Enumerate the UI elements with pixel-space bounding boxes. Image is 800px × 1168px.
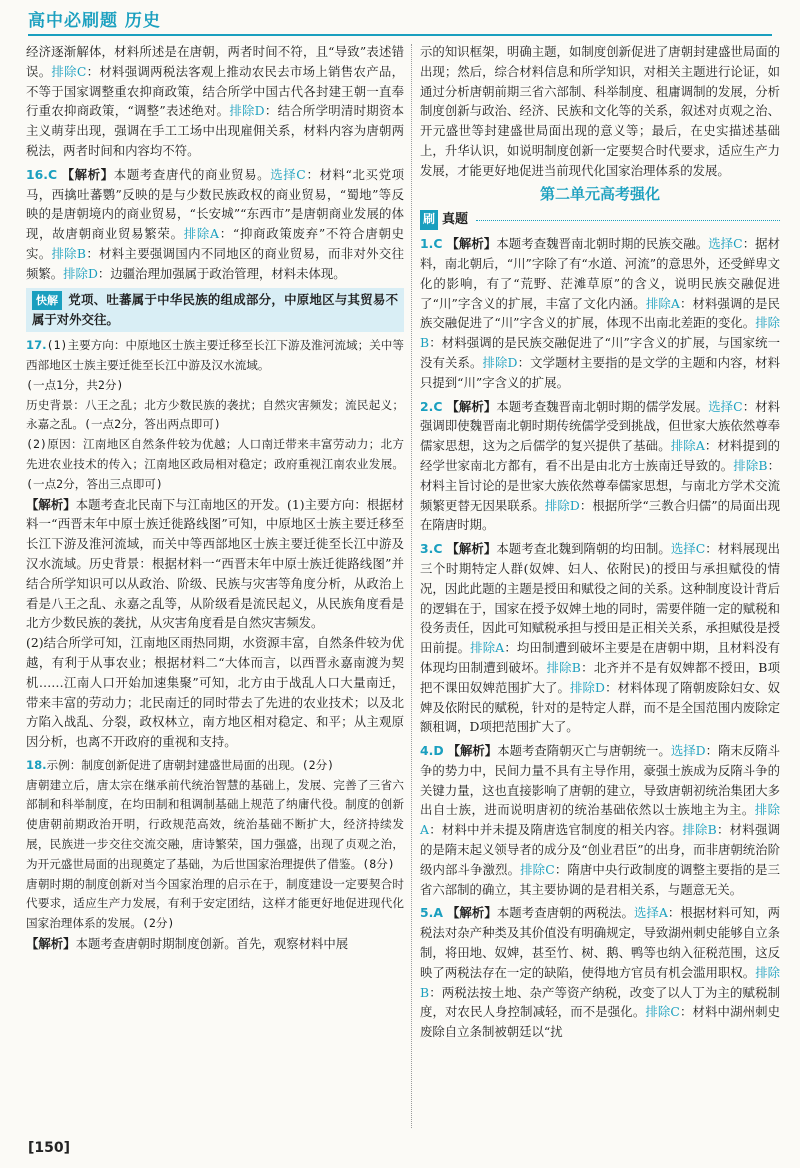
text-run: 本题考查北魏到隋朝的均田制。 — [496, 541, 671, 557]
analysis-text: 本题考查北民南下与江南地区的开发。(1)主要方向：根据材料一“西晋末年中原士族迁徙路线图”可知，中原地区士族主要迁移至长江下游及淮河流域，而关中等西部地区士族主要迁徙至长江中游及汉水流域。历史背景：根据材料一“西晋末年中原士族迁徙路线图”并结合所学知识可以从政治、阶级、民族与灾害等角度分析，从政治上看是八王之乱、永嘉之乱等，从阶级看是流民起义，从民族角度看是北方少数民族的袭扰，从灾害角度看是自然灾害频发。 — [26, 496, 404, 631]
choose-label: 选择C — [270, 166, 306, 182]
text-run: ：材料提到的经学世家南北方都有，看不出是由北方士族南迁导致的。 — [420, 438, 781, 473]
option-label: 排除C — [520, 861, 555, 877]
question-item — [420, 397, 780, 536]
option-label: 排除D — [482, 354, 518, 370]
analysis-label: 【解析】 — [446, 236, 497, 252]
answer-part — [26, 756, 404, 776]
right-column — [420, 42, 780, 1128]
question-list — [420, 234, 780, 1042]
answer-part: (2)原因：江南地区自然条件较为优越；人口南迁带来丰富劳动力；北方先进农业技术的传入；江南地区政局相对稳定；政府重视江南农业发展。(一点2分，答出三点即可) — [26, 437, 404, 491]
question-item — [420, 539, 780, 737]
text-run: ：材料中湖州刺史废除自立条制被朝廷以“扰 — [420, 1004, 781, 1040]
answer-part: 历史背景：八王之乱；北方少数民族的袭扰；自然灾害频发；流民起义；永嘉之乱。(一点2分，答出两点即可) — [26, 397, 404, 432]
answer-letter: A — [433, 905, 443, 921]
page-header — [0, 0, 800, 40]
header-title: 高中必刷题 历史 — [28, 11, 161, 31]
quick-tip-label: 快解 — [32, 291, 62, 311]
text-run: ：材料强调即使魏晋南北朝时期传统儒学受到挑战，但世家大族依然尊奉儒家思想，这为之后儒学的复兴提供了基础。 — [420, 398, 781, 454]
answer-letter: C — [47, 166, 58, 182]
unit-title: 第二单元高考强化 — [539, 184, 660, 203]
analysis-label: 【解析】 — [446, 905, 497, 921]
text-run: ：“抑商政策废弃”不符合唐朝史实。 — [26, 226, 405, 261]
text-run: 本题考查唐代的商业贸易。 — [113, 166, 271, 182]
option-label: 选择A — [633, 905, 668, 921]
option-label: 排除B — [733, 457, 768, 473]
quick-tip-box — [26, 288, 404, 333]
text-run: ：材料主要强调国内不同地区的商业贸易，而非对外交往频繁。 — [26, 245, 405, 281]
text-run: ：材料主旨讨论的是世家大族依然尊奉儒家思想，与南北方学术交流频繁更替无因果联系。 — [420, 457, 781, 513]
text-run: ：材料强调的是隋末起义领导者的成分及“创业君臣”的出身，而非唐朝统治阶级内部斗争激烈。 — [420, 822, 781, 877]
question-number: 5. — [420, 905, 434, 921]
text-run: ：根据所学“三教合归儒”的局面出现在隋唐时期。 — [420, 497, 781, 533]
option-label: 排除B — [682, 822, 717, 838]
question-item — [420, 903, 780, 1042]
continued-paragraph: 示的知识框架，明确主题，如制度创新促进了唐朝封建盛世局面的出现；然后，综合材料信息和所学知识，对相关主题进行论证，如通过分析唐朝前期三省六部制、科举制度、租庸调制的发展，分析制度创新与政治、经济、民族和文化等的关系，叙述对贞观之治、开元盛世等封建盛世局面出现的意义等；最后，在史实描述基础上，升华认识，如说明制度创新一定要契合时代要求，适应生产力发展，才能更好地促进当前现代化国家治理体系的发展。 — [420, 44, 780, 178]
analysis-text: 本题考查唐朝时期制度创新。首先，观察材料中展 — [75, 936, 349, 952]
option-label: 排除D — [570, 679, 605, 695]
option-label: 排除B — [546, 659, 581, 675]
answer-letter: C — [433, 236, 443, 252]
section-header — [420, 210, 780, 230]
question-item — [420, 234, 780, 392]
question-number: 2. — [420, 398, 434, 414]
answer-letter: C — [433, 398, 443, 414]
option-label: 选择C — [670, 541, 706, 557]
answer-part: 唐朝时期的制度创新对当今国家治理的启示在于，制度建设一定要契合时代要求，适应生产力发展，有利于安定团结，这样才能更好地促进现代化国家治理体系的发展。(2分) — [26, 876, 404, 931]
option-label: 排除C — [645, 1004, 680, 1020]
text-run: ：均田制遭到破坏主要是在唐朝中期，且材料没有体现均田制遭到破坏。 — [420, 640, 781, 675]
left-column — [26, 42, 404, 1128]
exclude-label: 排除B — [51, 245, 86, 261]
question-number: 3. — [420, 541, 434, 557]
exclude-label: 排除A — [183, 226, 219, 242]
text-run: ：材料强调的是民族交融促进了“川”字含义的扩展，与国家统一没有关系。 — [420, 335, 780, 370]
answer-text: (1)主要方向：中原地区士族主要迁移至长江下游及淮河流域；关中等西部地区士族主要迁徙至长江中游及汉水流域。 — [26, 338, 404, 372]
text-run: ：材料体现了隋朝废除妇女、奴婢及依附民的赋税，针对的是特定人群，而不是全国范围内废除定额租调，D项把范围扩大了。 — [420, 679, 781, 735]
option-label: 选择C — [708, 236, 743, 252]
column-divider — [411, 44, 412, 1128]
question-item — [420, 741, 780, 899]
analysis-label: 【解析】 — [61, 166, 114, 182]
text-run: ：材料“北买党项马，西擒吐蕃鹦”反映的是与少数民族政权的商业贸易，“蜀地”等反映的是唐朝境内的商业贸易，“长安城”“东西市”是唐朝商业发展的体现，故唐朝商业贸易繁荣。 — [26, 166, 405, 242]
text-run: ：材料强调两税法客观上推动农民去市场上销售农产品，不等于国家调整重农抑商政策，结合所学中国古代各封建王朝一直奉行重农抑商政策，“调整”表述绝对。 — [26, 63, 405, 119]
option-label: 排除B — [420, 964, 781, 1000]
option-label: 排除A — [670, 438, 705, 454]
section-divider — [476, 220, 780, 221]
text-run: ：两税法按土地、杂产等资产纳税，改变了以人丁为主的赋税制度，对农民人身控制减轻，而不是强化。 — [420, 984, 780, 1020]
analysis-label: 【解析】 — [446, 541, 497, 557]
answer-letter: C — [433, 541, 443, 557]
question-number: 4. — [420, 743, 434, 759]
question-number: 1. — [420, 236, 434, 252]
answer-letter: D — [433, 743, 444, 759]
section-badge: 刷 — [420, 210, 438, 230]
option-label: 排除A — [420, 802, 781, 838]
exclude-label: 排除D — [229, 103, 265, 119]
analysis-label: 【解析】 — [26, 496, 76, 512]
question-18 — [26, 756, 404, 954]
answer-part: (一点1分，共2分) — [26, 377, 124, 392]
text-run: ：边疆治理加强属于政治管理，材料未体现。 — [97, 265, 346, 281]
question-17 — [26, 336, 404, 752]
text-run: ：隋末反隋斗争的势力中，民间力量不具有主导作用，豪强士族成为反隋斗争的关键力量，这也直接影响了唐朝的建立，导致唐朝初统治集团大多出自士族，进而说明唐初的统治基础依然以士族地主为主。 — [420, 743, 781, 818]
text-run: ：材料强调的是民族交融促进了“川”字含义的扩展，体现不出南北差距的变化。 — [420, 295, 781, 331]
option-label: 排除B — [420, 315, 780, 351]
exclude-label: 排除C — [51, 63, 87, 79]
text-run: 本题考查魏晋南北朝时期的儒学发展。 — [496, 398, 709, 414]
question-number: 18. — [26, 757, 47, 772]
text-run: 本题考查魏晋南北朝时期的民族交融。 — [496, 236, 709, 252]
text-run: ：材料中并未提及隋唐选官制度的相关内容。 — [428, 822, 683, 838]
text-run: ：文学题材主要指的是文学的主题和内容，材料只提到“川”字含义的扩展。 — [420, 354, 781, 390]
option-label: 选择D — [670, 743, 706, 759]
continued-paragraph — [26, 42, 404, 161]
exclude-label: 排除D — [63, 265, 98, 281]
question-number: 16. — [26, 166, 48, 182]
option-label: 选择C — [708, 398, 743, 414]
analysis-paragraph: (2)结合所学可知，江南地区雨热同期，水资源丰富，自然条件较为优越，有利于从事农业；根据材料二“大体而言，以西晋永嘉南渡为契机……江南人口开始加速集聚”可知，北方由于战乱人口大量南迁，带来丰富的劳动力；北民南迁的同时带去了先进的农业技术；以及北方陷入战乱、分裂，政权林立，南方地区相对稳定、和平；从主观原因分析，也离不开政府的重视和支持。 — [26, 635, 404, 750]
option-label: 排除A — [645, 295, 680, 311]
text-run: ：结合所学明清时期资本主义萌芽出现，强调在手工工场中出现雇佣关系，材料内容为唐朝两税法，两者时间和内容均不符。 — [26, 103, 405, 158]
header-rule — [28, 34, 772, 36]
answer-part — [26, 336, 404, 376]
text-run: ：隋唐中央行政制度的调整主要指的是三省六部制的确立，其主要协调的是君相关系，与题意无关。 — [420, 861, 781, 897]
analysis-paragraph — [26, 934, 404, 954]
section-label: 真题 — [442, 212, 469, 228]
text-run: ：据材料，南北朝后，“川”字除了有“水道、河流”的意思外，还受鲜卑文化的影响，有了“荒野、茫滩草原”的含义，说明民族交融促进了“川”字含义的扩展，丰富了文化内涵。 — [420, 236, 781, 311]
quick-tip-text: 党项、吐蕃属于中华民族的组成部分，中原地区与其贸易不属于对外交往。 — [32, 291, 398, 328]
answer-part: 唐朝建立后，唐太宗在继承前代统治智慧的基础上，发展、完善了三省六部制和科举制度，在均田制和租调制基础上规范了纳庸代役。制度的创新使唐朝前期政治开明，行政规范高效，统治基础不断扩大，经济持续发展，民族进一步交往交流交融，唐诗繁荣，国力强盛，出现了贞观之治，为开元盛世局面的出现奠定了基础，为后世国家治理提供了借鉴。(8分) — [26, 777, 404, 871]
analysis-label: 【解析】 — [447, 743, 498, 759]
analysis-label: 【解析】 — [446, 398, 497, 414]
analysis-label: 【解析】 — [26, 936, 76, 952]
answer-text: 示例：制度创新促进了唐朝封建盛世局面的出现。(2分) — [46, 757, 335, 772]
page-number: [150] — [28, 1140, 71, 1156]
analysis-paragraph — [26, 495, 404, 634]
text-run: 经济逐渐解体，材料所述是在唐朝，两者时间不符，且“导致”表述错误。 — [26, 44, 404, 79]
page-number-value: 150 — [34, 1140, 64, 1156]
option-label: 排除A — [470, 640, 505, 656]
text-run: ：根据材料可知，两税法对杂产种类及其价值没有明确规定，导致湖州刺史能够自立条制，将田地、奴婢，甚至竹、树、鹅、鸭等也纳入征税范围，这反映了两税法存在一定的缺陷，使得地方官员有机会滥用职权。 — [420, 905, 781, 980]
question-number: 17. — [26, 338, 47, 353]
option-label: 排除D — [544, 497, 580, 513]
text-run: 本题考查隋朝灭亡与唐朝统一。 — [497, 743, 671, 759]
question-16 — [26, 165, 404, 284]
text-run: ：材料展现出三个时期特定人群(奴婢、妇人、依附民)的授田与承担赋役的情况，因此此题的主题是授田和赋役之间的关系。这种制度设计背后的逻辑在于，国家在授予奴婢土地的同时，需要伴随一定的赋税和役务责任，因此可知赋税承担与授田是正相关关系，承担赋役是授田前提。 — [420, 541, 781, 656]
text-run: ：北齐并不是有奴婢都不授田，B项把不课田奴婢范围扩大了。 — [420, 659, 781, 695]
text-run: 本题考查唐朝的两税法。 — [496, 905, 634, 921]
